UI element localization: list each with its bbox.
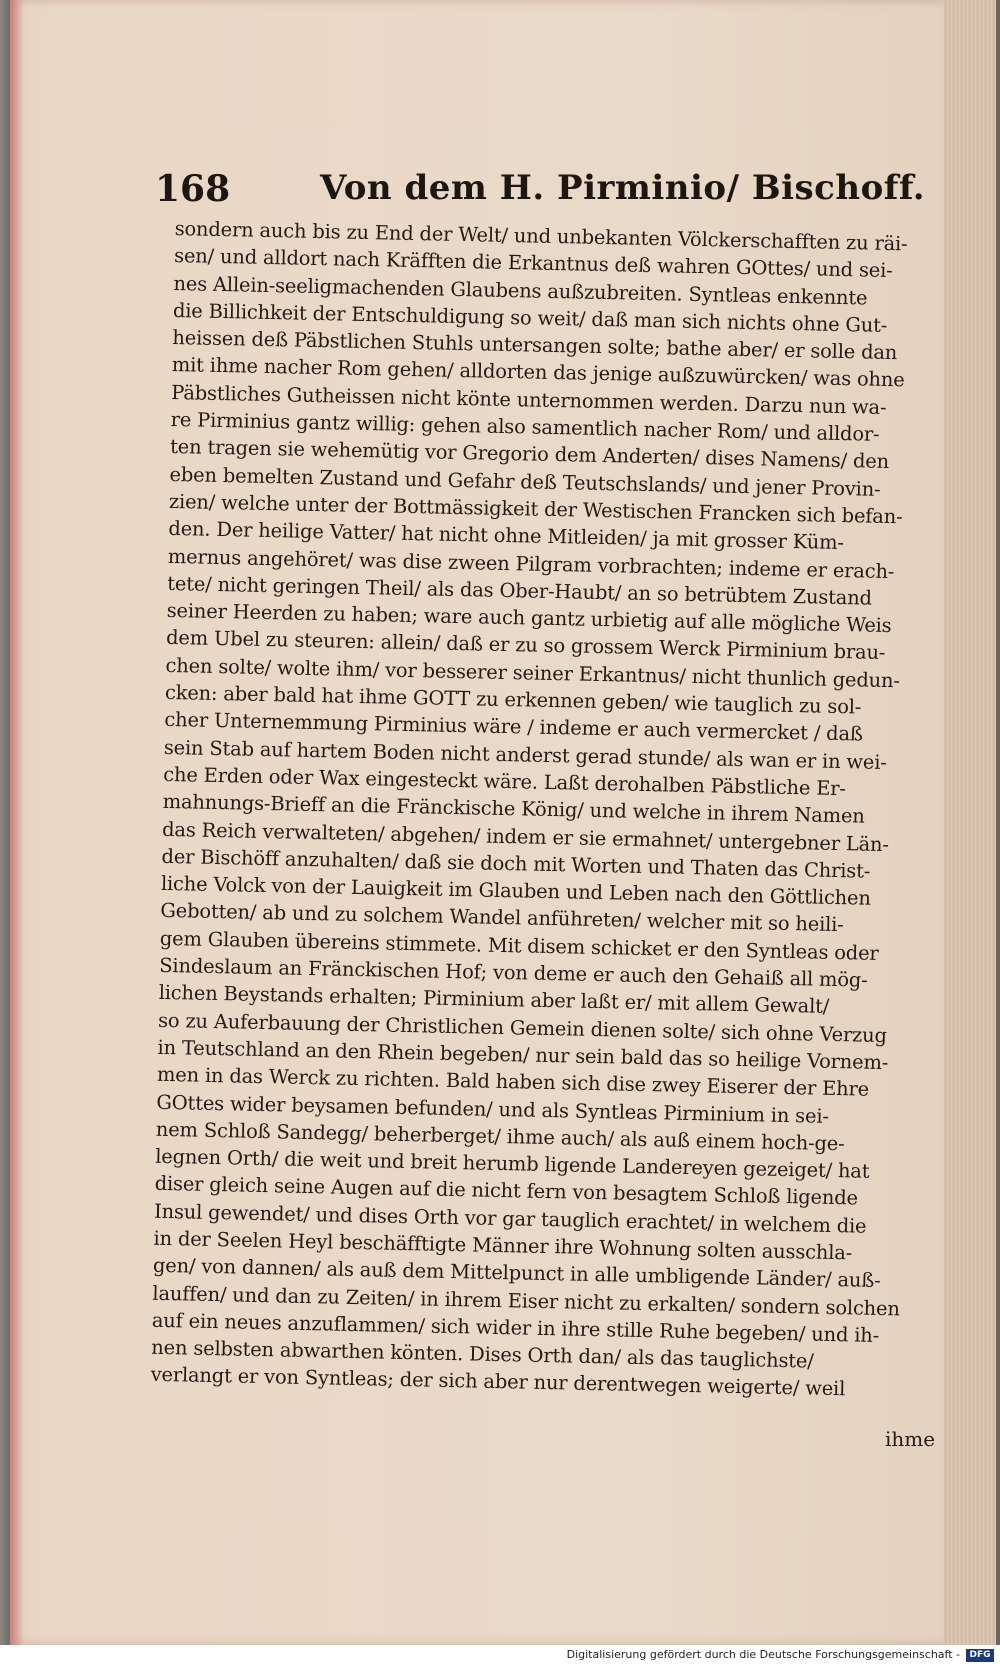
digitization-credit: Digitalisierung gefördert durch die Deutsche Forschungsgemeinschaft - — [566, 1648, 960, 1661]
text-line: mit ihme nacher Rom gehen/ alldorten das jenige außzuwürcken/ was ohne — [171, 353, 905, 392]
page-header — [155, 168, 926, 220]
text-line: lauffen/ und dan zu Zeiten/ in ihrem Eiser nicht zu erkalten/ sondern solchen — [152, 1281, 900, 1320]
text-line: die Billichkeit der Entschuldigung so weit/ daß man sich nichts ohne Gut- — [172, 298, 888, 337]
text-line: men in das Werck zu richten. Bald haben sich dise zwey Eiserer der Ehre — [156, 1063, 870, 1101]
text-line: so zu Auferbauung der Christlichen Gemein dienen solte/ sich ohne Verzug — [157, 1008, 888, 1047]
text-line: heissen deß Päbstlichen Stuhls untersangen solte; bathe aber/ er solle dan — [172, 326, 898, 365]
text-line: mernus angehöret/ was dise zween Pilgram vorbrachten; indeme er erach- — [167, 544, 895, 583]
text-line: nem Schloß Sandegg/ beherberget/ ihme auch/ als auß einem hoch-ge- — [155, 1117, 845, 1156]
text-line: gen/ von dannen/ als auß dem Mittelpunct in alle umbligende Länder/ auß- — [152, 1254, 881, 1293]
text-line: sondern auch bis zu End der Welt/ und unbekanten Völckerschafften zu räi- — [174, 216, 908, 256]
text-line: den. Der heilige Vatter/ hat nicht ohne Mitleiden/ ja mit grosser Küm- — [168, 517, 845, 555]
page-spine-shadow — [10, 0, 24, 1645]
dfg-logo-icon: DFG — [966, 1649, 994, 1662]
text-line: gem Glauben übereins stimmete. Mit disem schicket er den Syntleas oder — [159, 926, 879, 965]
text-line: zien/ welche unter der Bottmässigkeit der Westischen Francken sich befan- — [168, 489, 903, 529]
text-line: mahnungs-Brieff an die Fränckische König/ und welche in ihrem Namen — [162, 790, 865, 828]
text-line: seiner Heerden zu haben; ware auch gantz urbietig auf alle mögliche Weis — [166, 599, 892, 638]
text-line: auf ein neues anzuflammen/ sich wider in ihre stille Ruhe begeben/ und ih- — [151, 1308, 880, 1347]
text-line: verlangt er von Syntleas; der sich aber nur derentwegen weigerte/ weil — [150, 1363, 846, 1401]
text-line: ten tragen sie wehemütig vor Gregorio dem Anderten/ dises Namens/ den — [169, 435, 890, 474]
page-number: 168 — [155, 168, 231, 210]
text-line: das Reich verwalteten/ abgehen/ indem er sie ermahnet/ untergebner Län- — [161, 817, 890, 856]
text-line: Gebotten/ ab und zu solchem Wandel anführeten/ welcher mit so heili- — [160, 899, 844, 937]
text-line: re Pirminius gantz willig: gehen also samentlich nacher Rom/ und alldor- — [170, 408, 880, 446]
text-line: lichen Beystands erhalten; Pirminium aber laßt er/ mit allem Gewalt/ — [158, 981, 830, 1019]
text-line: der Bischöff anzuhalten/ daß sie doch mit Worten und Thaten das Christ- — [161, 844, 871, 883]
text-line: eben bemelten Zustand und Gefahr deß Teutschslands/ und jener Provin- — [169, 462, 881, 501]
text-line: cken: aber bald hat ihme GOTT zu erkennen geben/ wie tauglich zu sol- — [164, 680, 862, 719]
catchword: ihme — [885, 1427, 936, 1451]
page-edges-stack — [944, 0, 996, 1645]
text-line: liche Volck von der Lauigkeit im Glauben und Leben nach den Göttlichen — [160, 871, 871, 910]
text-line: Sindeslaum an Fränckischen Hof; von deme er auch den Gehaiß all mög- — [159, 953, 868, 992]
text-line: in Teutschland an den Rhein begeben/ nur sein bald das so heilige Vornem- — [157, 1035, 889, 1075]
text-line: sen/ und alldort nach Kräfften die Erkantnus deß wahren GOttes/ und sei- — [173, 244, 893, 283]
text-line: legnen Orth/ die weit und breit herumb ligende Landereyen gezeiget/ hat — [155, 1144, 870, 1183]
running-title: Von dem H. Pirminio/ Bischoff. — [320, 168, 926, 208]
text-line: GOttes wider beysamen befunden/ und als Syntleas Pirminium in sei- — [156, 1090, 830, 1128]
text-line: che Erden oder Wax eingesteckt wäre. Laßt derohalben Päbstliche Er- — [163, 762, 847, 801]
text-line: chen solte/ wolte ihm/ vor besserer seiner Erkantnus/ nicht thunlich gedun- — [165, 653, 900, 693]
text-line: in der Seelen Heyl beschäfftigte Männer ihre Wohnung solten ausschla- — [153, 1226, 853, 1265]
text-line: sein Stab auf hartem Boden nicht anderst gerad stunde/ als wan er in wei- — [163, 735, 887, 774]
text-line: cher Unternemmung Pirminius wäre / indeme er auch vermercket / daß — [164, 708, 863, 746]
text-line: nen selbsten abwarthen könten. Dises Orth dan/ als das tauglichste/ — [151, 1335, 814, 1373]
text-line: Päbstliches Gutheissen nicht könte unternommen werden. Darzu nun wa- — [171, 380, 887, 419]
text-line: nes Allein-seeligmachenden Glaubens außzubreiten. Syntleas enkennte — [173, 271, 868, 310]
body-text — [150, 215, 924, 1404]
text-line: diser gleich seine Augen auf die nicht fern von besagtem Schloß ligende — [154, 1172, 859, 1210]
text-line: dem Ubel zu steuren: allein/ daß er zu so grossem Werck Pirminium brau- — [165, 626, 886, 665]
text-line: Insul gewendet/ und dises Orth vor gar tauglich erachtet/ in welchem die — [153, 1199, 867, 1238]
text-line: tete/ nicht geringen Theil/ als das Ober-Haubt/ an so betrübtem Zustand — [167, 571, 873, 610]
